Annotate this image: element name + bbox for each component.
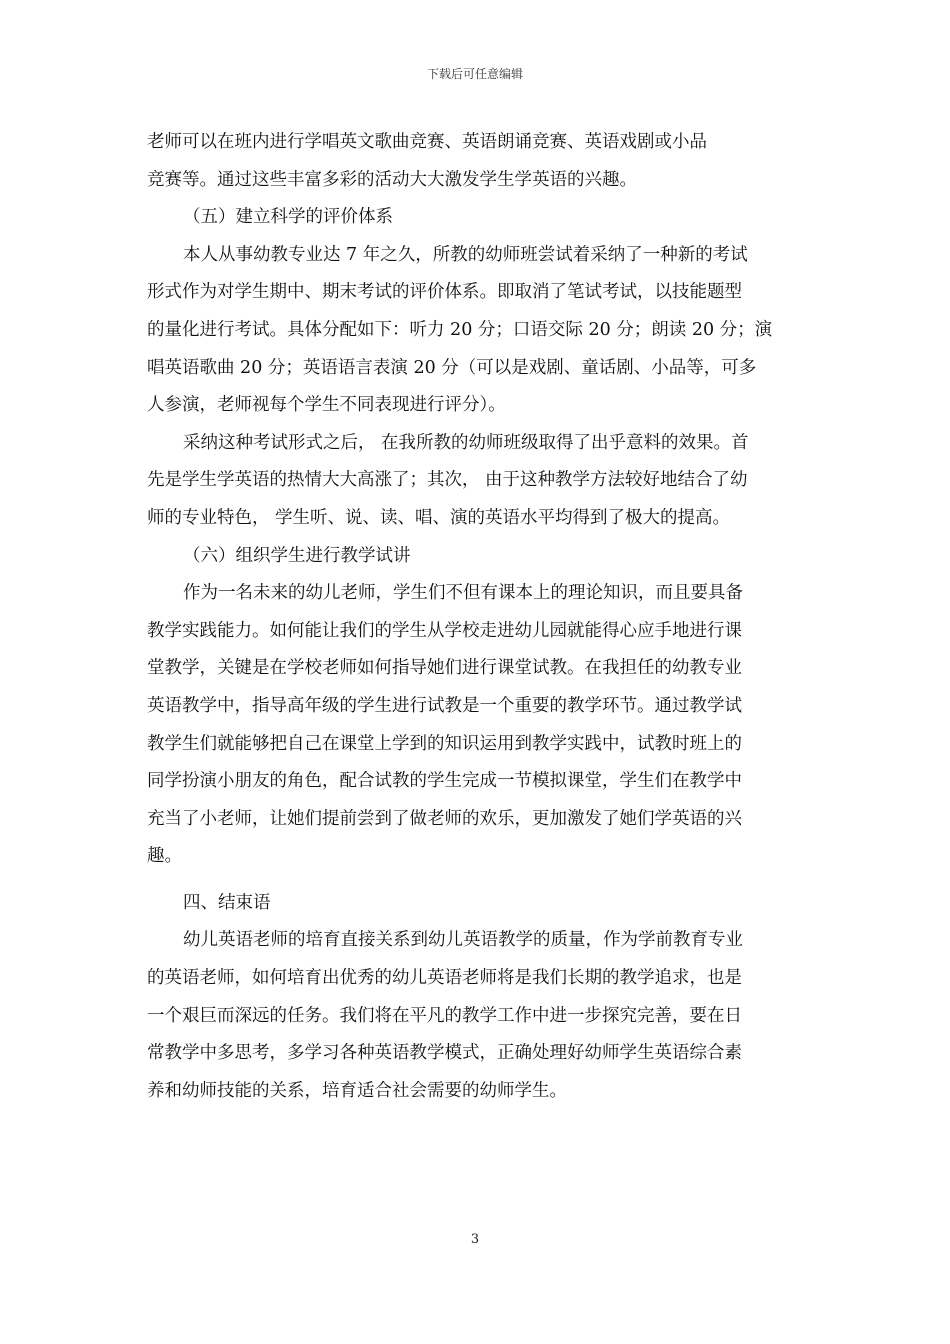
text-line: 英语教学中，指导高年级的学生进行试教是一个重要的教学环节。通过教学试 (147, 695, 742, 716)
text-line: 教学实践能力。如何能让我们的学生从学校走进幼儿园就能得心应手地进行课 (147, 620, 742, 641)
text-line: 的量化进行考试。具体分配如下：听力 20 分；口语交际 20 分；朗读 20 分；演 (147, 319, 773, 340)
text-line: 竞赛等。通过这些丰富多彩的活动大大激发学生学英语的兴趣。 (147, 169, 637, 190)
text-line: 采纳这种考试形式之后， 在我所教的幼师班级取得了出乎意料的效果。首 (183, 432, 749, 453)
text-line: 本人从事幼教专业达 7 年之久，所教的幼师班尝试着采纳了一种新的考试 (183, 244, 748, 265)
text-line: 趣。 (147, 846, 182, 867)
text-line: 师的专业特色， 学生听、说、读、唱、演的英语水平均得到了极大的提高。 (147, 507, 731, 528)
text-line: 常教学中多思考，多学习各种英语教学模式，正确处理好幼师学生英语综合素 (147, 1043, 742, 1064)
text-line: 养和幼师技能的关系，培育适合社会需要的幼师学生。 (147, 1080, 567, 1101)
text-line: 的英语老师，如何培育出优秀的幼儿英语老师将是我们长期的教学追求，也是 (147, 968, 742, 989)
text-line: 堂教学，关键是在学校老师如何指导她们进行课堂试教。在我担任的幼教专业 (147, 658, 742, 679)
text-line: 唱英语歌曲 20 分；英语语言表演 20 分（可以是戏剧、童话剧、小品等，可多 (147, 357, 757, 378)
text-line: 人参演，老师视每个学生不同表现进行评分）。 (147, 395, 506, 416)
text-line: 教学生们就能够把自己在课堂上学到的知识运用到教学实践中，试教时班上的 (147, 733, 742, 754)
text-line: 一个艰巨而深远的任务。我们将在平凡的教学工作中进一步探究完善，要在日 (147, 1005, 742, 1026)
document-body (147, 124, 804, 1110)
text-line: 老师可以在班内进行学唱英文歌曲竞赛、英语朗诵竞赛、英语戏剧或小品 (147, 132, 707, 152)
text-line: 充当了小老师，让她们提前尝到了做老师的欢乐，更加激发了她们学英语的兴 (147, 808, 742, 829)
text-line: 形式作为对学生期中、期末考试的评价体系。即取消了笔试考试，以技能题型 (147, 282, 742, 303)
paragraph-gap (147, 876, 804, 885)
page-header: 下载后可任意编辑 (426, 67, 523, 81)
section-heading: 四、结束语 (183, 892, 271, 913)
page-number: 3 (470, 1232, 480, 1247)
text-line: 作为一名未来的幼儿老师，学生们不但有课本上的理论知识，而且要具备 (183, 583, 743, 604)
text-line: 先是学生学英语的热情大大高涨了；其次， 由于这种教学方法较好地结合了幼 (147, 470, 748, 491)
text-line: 同学扮演小朋友的角色，配合试教的学生完成一节模拟课堂，学生们在教学中 (147, 771, 742, 792)
section-heading: （五）建立科学的评价体系 (183, 207, 393, 228)
section-heading: （六）组织学生进行教学试讲 (183, 545, 411, 566)
text-line: 幼儿英语老师的培育直接关系到幼儿英语教学的质量，作为学前教育专业 (183, 930, 743, 951)
